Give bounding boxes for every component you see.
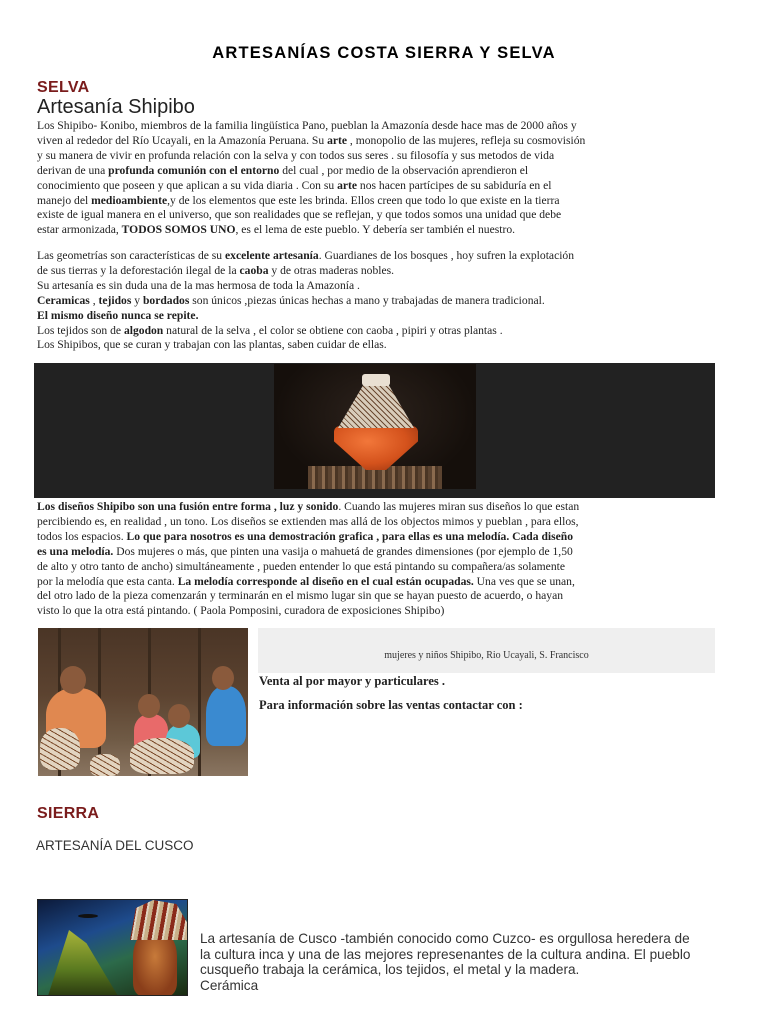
text-run: Las geometrías son características de su (37, 249, 226, 262)
text-line (37, 208, 717, 223)
bold-run: El mismo diseño nunca se repite. (37, 308, 199, 322)
photo-caption: mujeres y niños Shipibo, Rio Ucayali, S. Francisco (384, 650, 589, 661)
text-run: . Cuando las mujeres miran sus diseños lo que estan (338, 500, 580, 513)
person-head (168, 704, 190, 728)
text-line (37, 294, 717, 309)
ceramic-pot (130, 738, 194, 774)
ceramic-pot (90, 754, 120, 776)
bold-run: algodon (123, 323, 164, 337)
text-line (37, 279, 717, 294)
section-label-sierra: SIERRA (37, 805, 100, 822)
geometry-paragraph (37, 249, 717, 353)
photo-caption-box (258, 628, 715, 673)
text-run: todos los espacios. (37, 529, 127, 543)
text-run: de alto y otro tanto de ancho) simultáneamente , pueden entender lo que está pintando su compañera/as solamente (37, 559, 565, 573)
bold-run: arte (337, 178, 358, 192)
text-run: ,y de los elementos que este les brinda. Ellos creen que todo lo que existe en la tierra (167, 193, 560, 207)
text-line (37, 149, 717, 164)
person-head (212, 666, 234, 690)
cusco-line: La artesanía de Cusco -también conocido como Cuzco- es orgullosa heredera de (200, 931, 690, 946)
text-run: son únicos ,piezas únicas hechas a mano y trabajadas de manera tradicional. (189, 293, 545, 307)
condor (78, 914, 98, 918)
text-run: del otro lado de la pieza comenzarán y terminarán en el mismo lugar sin que se hayan puesto de acuerdo, o hayan (37, 589, 564, 603)
ceramic-pot (40, 728, 80, 770)
text-run: . Guardianes de los bosques , hoy sufren la explotación (318, 249, 575, 262)
text-line (37, 194, 717, 209)
person-woman-right (206, 686, 246, 746)
text-run: existe de igual manera en el universo, que son realidades que se reflejan, y que todos somos una unidad que debe (37, 208, 562, 222)
cusco-line: la cultura inca y una de las mejores represenantes de la cultura andina. El pueblo (200, 946, 691, 962)
text-run: de sus tierras y la deforestación ilegal de la (37, 263, 240, 277)
person-head (138, 694, 160, 718)
text-run: y de otras maderas nobles. (268, 263, 395, 277)
text-run: Dos mujeres o más, que pinten una vasija o mahuetá de grandes dimensiones (por ejemplo de 1,50 (113, 544, 573, 558)
person-head (60, 666, 86, 694)
intro-paragraph (37, 119, 717, 238)
text-run: percibiendo es, en realidad , un tono. Los diseños se extienden mas allá de los objectos mimos y pueblan , para ellos, (37, 514, 579, 528)
text-run: nos hacen partícipes de su sabiduría en el (357, 178, 552, 192)
document-title: ARTESANÍAS COSTA SIERRA Y SELVA (212, 44, 556, 62)
text-line (37, 515, 717, 530)
text-run: y su manera de vivir en profunda relación con la selva y con todos sus seres . su filosofía y sus metodos de vida (37, 148, 555, 162)
cusco-paragraph (200, 931, 720, 993)
text-line (37, 589, 717, 604)
text-run: y (131, 293, 143, 307)
bold-run: La melodía corresponde al diseño en el cual están ocupadas. (177, 574, 474, 588)
text-run: Los Shipibo- Konibo, miembros de la familia lingüística Pano, pueblan la Amazonía desde hace mas de 2000 años y (37, 119, 577, 132)
vase-body (334, 426, 418, 470)
text-run: por la melodía que esta canta. (37, 574, 178, 588)
text-run: Una ves que se unan, (473, 574, 575, 588)
text-line (37, 264, 717, 279)
cusco-inca-art-image (37, 899, 188, 996)
text-line (37, 604, 717, 619)
text-line (37, 324, 717, 339)
section-label-selva: SELVA (37, 79, 90, 96)
text-run: Su artesanía es sin duda una de la mas hermosa de toda la Amazonía . (37, 278, 360, 292)
text-run: visto lo que la otra está pintando. ( Paola Pomposini, curadora de exposiciones Shipibo) (37, 604, 445, 618)
text-line (37, 545, 717, 560)
cusco-heading: ARTESANÍA DEL CUSCO (36, 838, 194, 853)
bold-run: bordados (142, 293, 190, 307)
text-line (37, 134, 717, 149)
shipibo-family-photo (38, 628, 248, 776)
bold-run: medioambiente (91, 193, 168, 207)
bold-run: tejidos (98, 293, 132, 307)
bold-run: excelente artesanía (225, 249, 319, 262)
bold-run: caoba (239, 263, 269, 277)
text-run: , monopolio de las mujeres, refleja su cosmovisión (347, 133, 586, 147)
text-run: , es el lema de este pueblo. Y debería ser también el nuestro. (235, 223, 516, 237)
text-line (37, 500, 717, 515)
designs-paragraph (37, 500, 717, 619)
bold-run: es una melodía. (37, 544, 114, 558)
text-run: , (89, 293, 99, 307)
inca-headdress (130, 900, 188, 940)
text-run: conocimiento que poseen y que aplican a su vida diaria . Con su (37, 178, 338, 192)
bold-run: Ceramicas (37, 293, 90, 307)
vase-pattern (338, 384, 414, 428)
text-run: natural de la selva , el color se obtiene con caoba , pipiri y otras plantas . (163, 323, 503, 337)
subtitle-artesania-shipibo: Artesanía Shipibo (37, 96, 195, 118)
text-line (37, 309, 717, 324)
text-line (37, 530, 717, 545)
text-line (37, 164, 717, 179)
text-run: del cual , por medio de la observación aprendieron el (279, 163, 529, 177)
text-line (37, 338, 717, 353)
text-line (37, 560, 717, 575)
bold-run: TODOS SOMOS UNO (121, 223, 236, 237)
text-run: derivan de una (37, 163, 109, 177)
text-line (37, 119, 717, 134)
text-line (37, 575, 717, 590)
bold-run: arte (327, 133, 348, 147)
text-run: estar armonizada, (37, 223, 122, 237)
text-run: Los Shipibos, que se curan y trabajan con las plantas, saben cuidar de ellas. (37, 338, 387, 352)
vase-neck (362, 374, 390, 386)
text-run: viven al rededor del Río Ucayali, en la Amazonía Peruana. Su (37, 133, 328, 147)
bold-run: Lo que para nosotros es una demostración grafica , para ellas es una melodía. Cada diseño (126, 529, 574, 543)
sale-text: Venta al por mayor y particulares . (259, 674, 445, 688)
text-run: Los tejidos son de (37, 323, 124, 337)
cusco-line: cusqueño trabaja la cerámica, los tejidos, el metal y la madera. (200, 962, 580, 978)
cusco-line: Cerámica (200, 977, 259, 993)
text-line (37, 249, 717, 264)
bold-run: Los diseños Shipibo son una fusión entre forma , luz y sonido (37, 500, 339, 513)
machu-picchu-mountain (48, 930, 118, 996)
text-run: manejo del (37, 193, 92, 207)
bold-run: profunda comunión con el entorno (108, 163, 280, 177)
contact-text: Para información sobre las ventas contactar con : (259, 698, 523, 712)
text-line (37, 179, 717, 194)
text-line (37, 223, 717, 238)
vase-image (274, 364, 476, 489)
